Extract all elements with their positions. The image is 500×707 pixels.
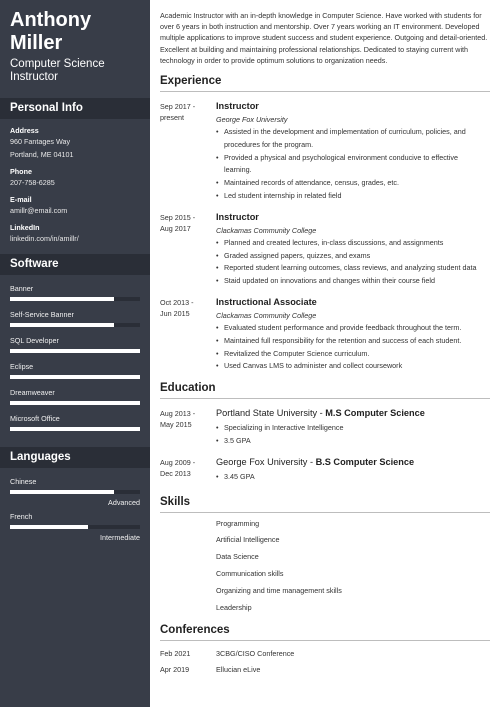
conference-name: 3CBG/CISO Conference bbox=[216, 649, 295, 659]
education-heading: Education bbox=[160, 382, 490, 399]
language-item bbox=[0, 508, 150, 543]
language-name: Chinese bbox=[10, 477, 37, 486]
entry-body bbox=[216, 408, 490, 448]
skill-item: Data Science bbox=[216, 552, 259, 562]
software-item bbox=[0, 327, 150, 353]
conferences-heading: Conferences bbox=[160, 624, 490, 641]
software-name: Microsoft Office bbox=[10, 414, 60, 423]
personal-info bbox=[0, 119, 150, 245]
entry-dates bbox=[160, 212, 216, 288]
degree-name: B.S Computer Science bbox=[315, 456, 415, 467]
software-level-bar bbox=[10, 297, 140, 301]
bullet: • Staid updated on innovations and changes within their course field bbox=[216, 275, 490, 288]
address-line2: Portland, ME 04101 bbox=[10, 150, 74, 159]
sidebar bbox=[0, 0, 150, 707]
bullet: • Led student internship in related field bbox=[216, 190, 490, 203]
education-title bbox=[216, 408, 490, 419]
entry-body bbox=[216, 457, 490, 484]
bullet: • Planned and created lectures, in-class discussions, and assignments bbox=[216, 237, 490, 250]
date-end: Jun 2015 bbox=[160, 308, 190, 318]
phone-label: Phone bbox=[10, 167, 32, 176]
software-level-bar bbox=[10, 349, 140, 353]
conference-item bbox=[160, 649, 490, 658]
email-value[interactable]: amillr@email.com bbox=[10, 206, 68, 215]
email-label: E-mail bbox=[10, 195, 32, 204]
software-item bbox=[0, 353, 150, 379]
date-start: Aug 2013 - bbox=[160, 409, 196, 419]
software-name: Dreamweaver bbox=[10, 388, 55, 397]
language-level-text: Advanced bbox=[108, 498, 140, 507]
phone-value: 207-758-6285 bbox=[10, 178, 55, 187]
bullet: • 3.45 GPA bbox=[216, 471, 490, 484]
language-level-text: Intermediate bbox=[100, 533, 140, 542]
entry-body bbox=[216, 101, 490, 203]
bullet: • 3.5 GPA bbox=[216, 435, 490, 448]
skill-item: Programming bbox=[216, 518, 260, 528]
date-end: Aug 2017 bbox=[160, 223, 191, 233]
experience-entry bbox=[160, 101, 490, 203]
entry-body bbox=[216, 297, 490, 373]
linkedin-label: LinkedIn bbox=[10, 223, 40, 232]
software-heading: Software bbox=[0, 254, 150, 275]
software-name: Banner bbox=[10, 284, 34, 293]
date-start: Aug 2009 - bbox=[160, 457, 196, 467]
software-level-bar bbox=[10, 323, 140, 327]
candidate-name bbox=[0, 0, 150, 55]
experience-entry bbox=[160, 212, 490, 288]
candidate-role: Computer Science Instructor bbox=[10, 58, 105, 83]
entry-body bbox=[216, 212, 490, 288]
experience-heading: Experience bbox=[160, 75, 490, 92]
education-bullets bbox=[216, 471, 490, 484]
language-name: French bbox=[10, 512, 33, 521]
conference-item bbox=[160, 665, 490, 674]
software-item bbox=[0, 405, 150, 431]
address-label: Address bbox=[10, 126, 39, 135]
software-item bbox=[0, 379, 150, 405]
last-name: Miller bbox=[10, 32, 63, 54]
education-entry bbox=[160, 457, 490, 484]
skills-heading: Skills bbox=[160, 496, 490, 513]
languages-list bbox=[0, 468, 150, 543]
conference-date: Apr 2019 bbox=[160, 665, 190, 675]
software-name: Self-Service Banner bbox=[10, 310, 74, 319]
education-entry bbox=[160, 408, 490, 448]
bullet: • Specializing in Interactive Intelligence bbox=[216, 422, 490, 435]
software-list bbox=[0, 275, 150, 431]
date-start: Sep 2015 - bbox=[160, 212, 196, 222]
bullet: • Revitalized the Computer Science curriculum. bbox=[216, 348, 490, 361]
job-title: Instructional Associate bbox=[216, 296, 317, 307]
degree-name: M.S Computer Science bbox=[325, 408, 425, 419]
conference-name: Ellucian eLive bbox=[216, 665, 261, 675]
date-end: present bbox=[160, 113, 184, 123]
entry-dates bbox=[160, 408, 216, 448]
experience-entry bbox=[160, 297, 490, 373]
education-bullets bbox=[216, 422, 490, 448]
conference-date: Feb 2021 bbox=[160, 649, 191, 659]
school-name: George Fox University - bbox=[216, 456, 316, 467]
job-bullets bbox=[216, 237, 490, 288]
bullet: • Graded assigned papers, quizzes, and exams bbox=[216, 250, 490, 263]
skill-item: Artificial Intelligence bbox=[216, 535, 280, 545]
entry-dates bbox=[160, 457, 216, 484]
job-org: George Fox University bbox=[216, 115, 288, 125]
entry-dates bbox=[160, 101, 216, 203]
bullet: • Provided a physical and psychological environment conducive to effective bbox=[216, 152, 490, 165]
bullet-continuation: procedures for the program. bbox=[224, 139, 314, 149]
linkedin-link[interactable]: linkedin.com/in/amillr/ bbox=[10, 234, 79, 243]
software-level-bar bbox=[10, 427, 140, 431]
job-title: Instructor bbox=[216, 101, 259, 112]
bullet: • Assisted in the development and implementation of curriculum, policies, and bbox=[216, 126, 490, 139]
conferences-list bbox=[160, 649, 490, 674]
job-bullets bbox=[216, 322, 490, 373]
skills-list bbox=[216, 513, 490, 617]
bullet: • Reported student learning outcomes, class reviews, and analyzing student data bbox=[216, 262, 490, 275]
date-end: May 2015 bbox=[160, 420, 192, 430]
skill-item: Communication skills bbox=[216, 568, 284, 578]
first-name: Anthony bbox=[10, 9, 92, 31]
bullet-continuation: learning. bbox=[224, 165, 252, 175]
job-title: Instructor bbox=[216, 211, 259, 222]
software-name: SQL Developer bbox=[10, 336, 59, 345]
bullet: • Maintained records of attendance, census, grades, etc. bbox=[216, 177, 490, 190]
job-org: Clackamas Community College bbox=[216, 310, 317, 320]
address-line1: 960 Fantages Way bbox=[10, 137, 71, 146]
job-bullets bbox=[216, 126, 490, 203]
language-item bbox=[0, 468, 150, 508]
date-start: Oct 2013 - bbox=[160, 297, 194, 307]
main-content bbox=[150, 0, 500, 707]
software-item bbox=[0, 275, 150, 301]
profile-summary: Academic Instructor with an in-depth knowledge in Computer Science. Have worked with students for over 6 years in both instruction and mentorship. Over 7 years working an IT environment. Developed multiple applications to improve student success and student experience. Outgoing and detail-oriented. Excellent at building and maintaining professional relationships. Dedicated to staying current with technology in order to provide optimum solutions to organization needs. bbox=[160, 11, 488, 65]
languages-heading: Languages bbox=[0, 447, 150, 468]
software-level-bar bbox=[10, 401, 140, 405]
school-name: Portland State University - bbox=[216, 408, 326, 419]
language-level-bar bbox=[10, 490, 140, 494]
bullet: • Used Canvas LMS to administer and collect coursework bbox=[216, 360, 490, 373]
software-item bbox=[0, 301, 150, 327]
software-level-bar bbox=[10, 375, 140, 379]
personal-info-heading: Personal Info bbox=[0, 98, 150, 119]
education-title bbox=[216, 457, 490, 468]
language-level-bar bbox=[10, 525, 140, 529]
entry-dates bbox=[160, 297, 216, 373]
software-name: Eclipse bbox=[10, 362, 34, 371]
skill-item: Organizing and time management skills bbox=[216, 585, 342, 595]
bullet: • Maintained full responsibility for the retention and success of each student. bbox=[216, 335, 490, 348]
bullet: • Evaluated student performance and provide feedback throughout the term. bbox=[216, 322, 490, 335]
job-org: Clackamas Community College bbox=[216, 225, 317, 235]
date-start: Sep 2017 - bbox=[160, 102, 196, 112]
date-end: Dec 2013 bbox=[160, 468, 191, 478]
skill-item: Leadership bbox=[216, 602, 252, 612]
